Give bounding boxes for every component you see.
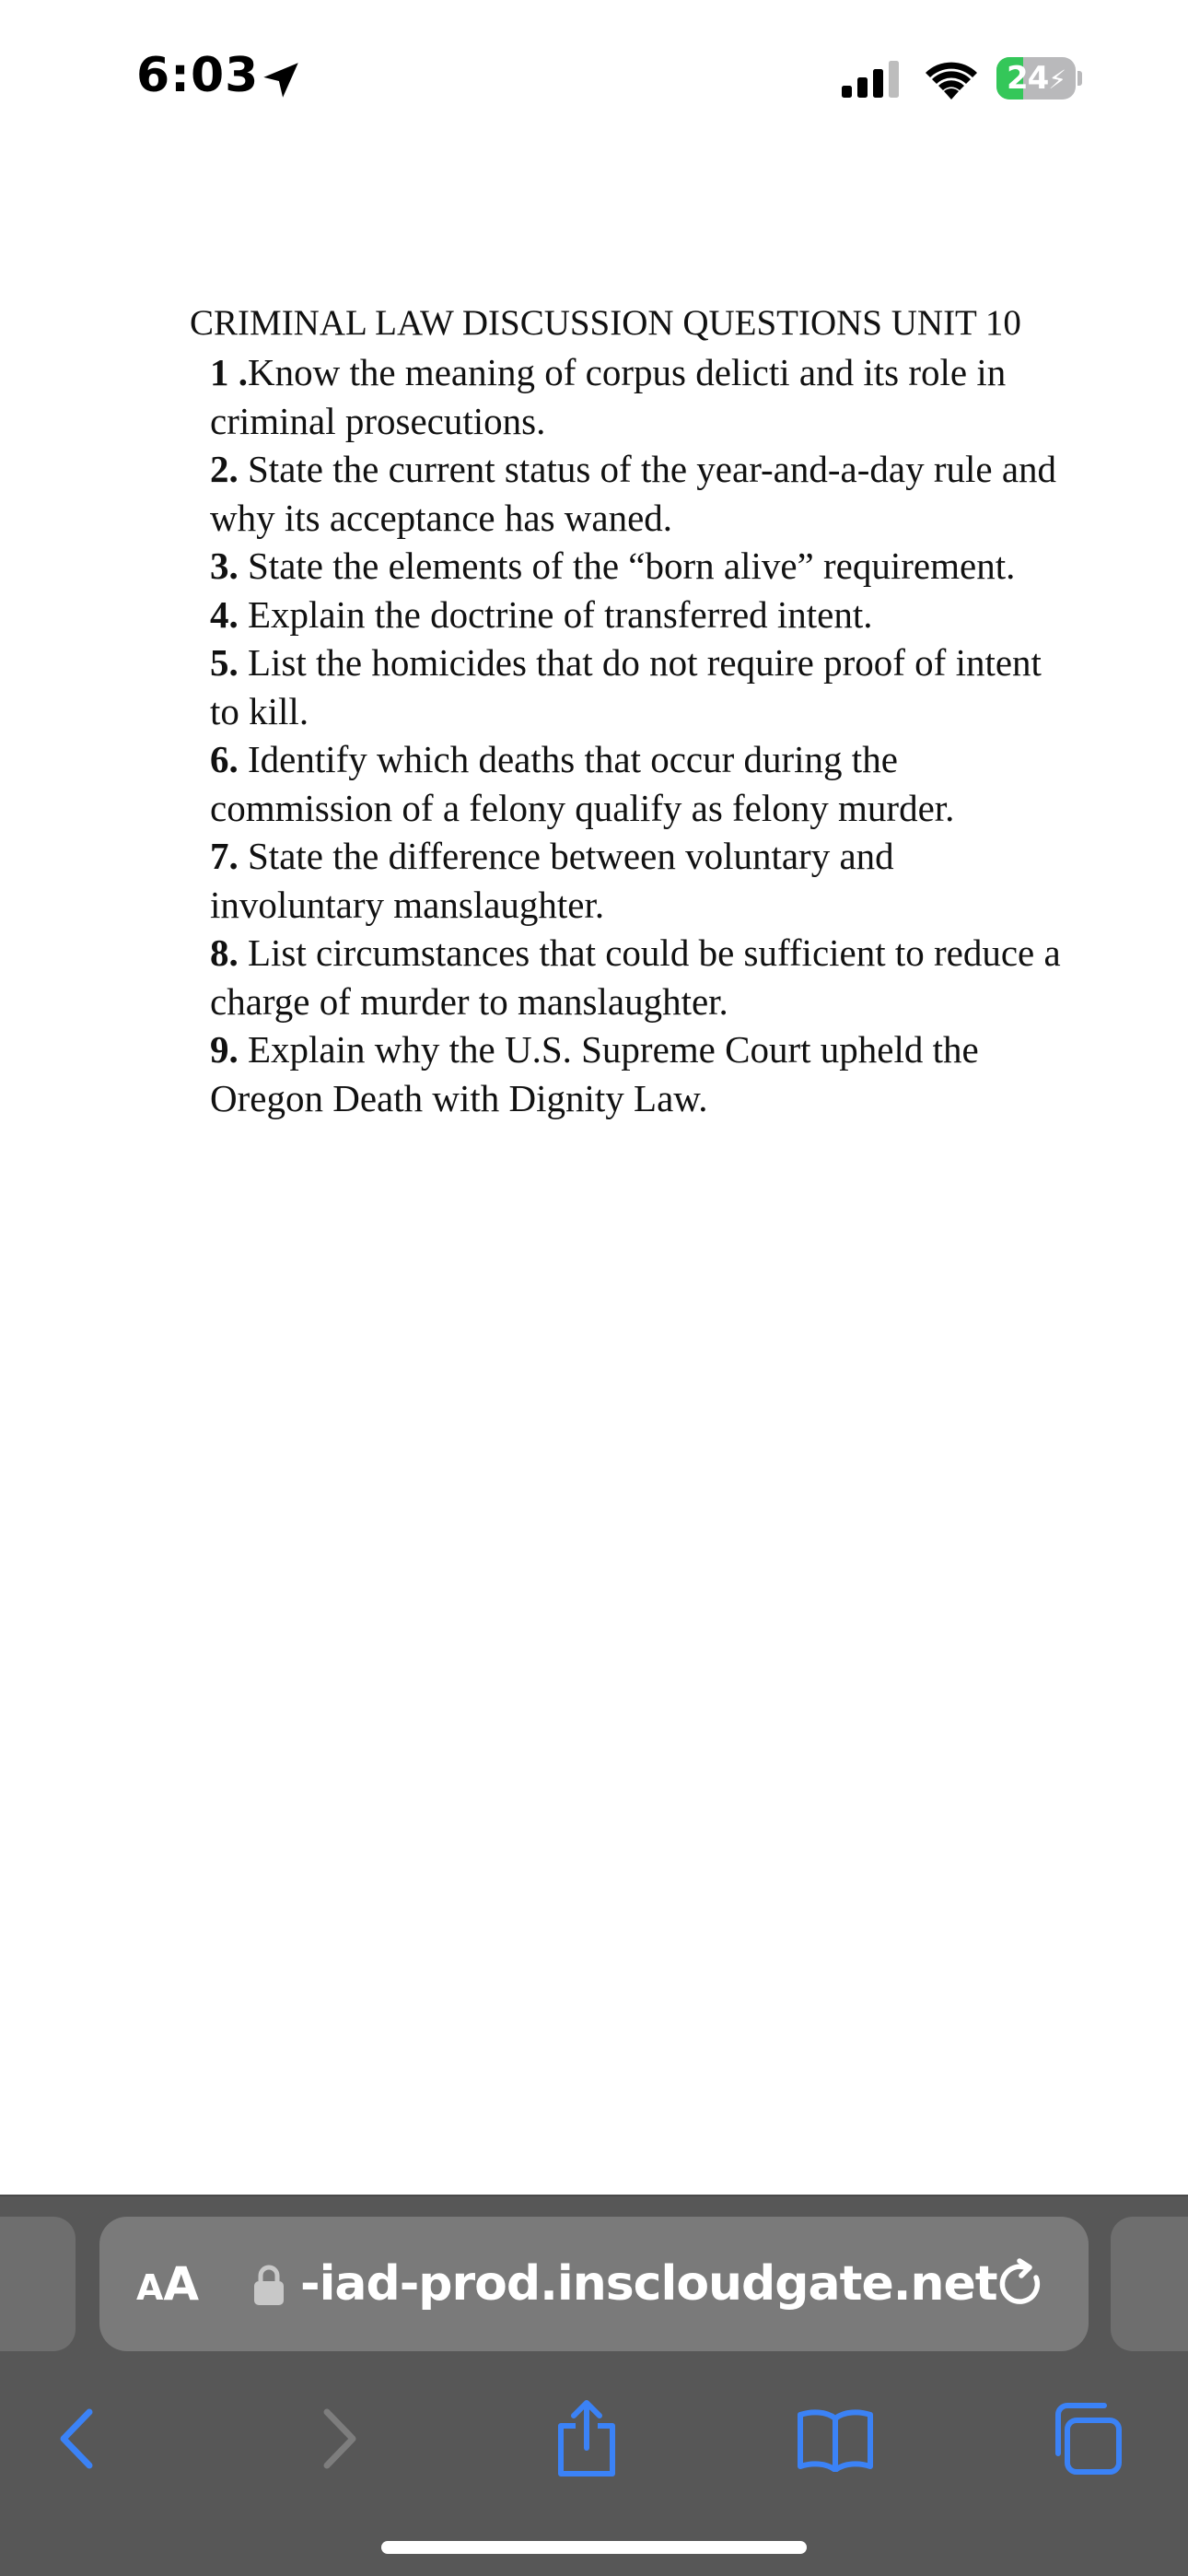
bookmarks-button[interactable] <box>794 2397 877 2480</box>
reader-options-button[interactable]: AA <box>136 2257 200 2311</box>
next-tab-preview[interactable] <box>1111 2217 1188 2351</box>
cellular-signal-icon <box>840 61 904 98</box>
question-text: Know the meaning of corpus delicti and its role in criminal prosecutions. <box>210 351 1007 442</box>
previous-tab-preview[interactable] <box>0 2217 76 2351</box>
question-text: Explain why the U.S. Supreme Court upheld the Oregon Death with Dignity Law. <box>210 1028 979 1119</box>
navigation-row <box>0 2379 1188 2499</box>
url-text[interactable]: -iad-prod.inscloudgate.net <box>300 2256 997 2312</box>
forward-arrow-icon <box>310 2406 366 2471</box>
share-button[interactable] <box>545 2397 628 2480</box>
question-item <box>210 591 1074 639</box>
reload-icon[interactable] <box>995 2257 1048 2311</box>
question-number: 2. <box>210 448 239 490</box>
wifi-icon <box>925 59 978 100</box>
location-arrow-icon <box>258 57 304 103</box>
question-text: List the homicides that do not require proof of intent to kill. <box>210 641 1042 732</box>
question-item <box>210 348 1074 445</box>
question-number: 7. <box>210 835 239 877</box>
question-text: Identify which deaths that occur during the commission of a felony qualify as felony murder. <box>210 738 955 829</box>
toolbar-divider <box>0 2195 1188 2196</box>
share-icon <box>552 2398 622 2479</box>
question-text: State the difference between voluntary and involuntary manslaughter. <box>210 835 894 926</box>
question-item <box>210 542 1074 591</box>
forward-button[interactable] <box>297 2397 379 2480</box>
question-number: 8. <box>210 931 239 974</box>
battery-body <box>996 57 1076 100</box>
battery-tip <box>1077 71 1082 86</box>
question-item <box>210 832 1074 929</box>
lock-icon <box>252 2265 285 2305</box>
question-number: 9. <box>210 1028 239 1071</box>
battery-charging-icon <box>996 57 1081 100</box>
tabs-button[interactable] <box>1044 2397 1127 2480</box>
home-indicator[interactable] <box>381 2541 807 2554</box>
document-content <box>190 299 1074 1122</box>
question-item <box>210 445 1074 542</box>
question-number: 1 . <box>210 351 248 393</box>
question-number: 5. <box>210 641 239 684</box>
browser-toolbar <box>0 2195 1188 2576</box>
question-text: State the elements of the “born alive” requirement. <box>238 544 1016 587</box>
battery-level: 24⚡ <box>1007 60 1066 97</box>
question-item <box>210 735 1074 832</box>
tabs-icon <box>1047 2400 1124 2477</box>
question-list <box>190 348 1074 1122</box>
back-button[interactable] <box>37 2397 120 2480</box>
question-item <box>210 638 1074 735</box>
status-bar <box>0 0 1188 157</box>
question-number: 4. <box>210 592 239 636</box>
clock-time: 6:03 <box>136 48 260 103</box>
back-arrow-icon <box>51 2406 106 2471</box>
address-bar[interactable] <box>99 2217 1089 2351</box>
question-item <box>210 1025 1074 1122</box>
question-text: Explain the doctrine of transferred intent. <box>238 592 873 636</box>
question-text: State the current status of the year-and-a-day rule and why its acceptance has waned. <box>210 448 1057 539</box>
document-title: CRIMINAL LAW DISCUSSION QUESTIONS UNIT 10 <box>190 303 1021 343</box>
question-number: 6. <box>210 738 239 780</box>
question-number: 3. <box>210 544 239 587</box>
question-item <box>210 929 1074 1025</box>
bookmarks-icon <box>795 2406 876 2472</box>
question-text: List circumstances that could be sufficient to reduce a charge of murder to manslaughter. <box>210 931 1061 1023</box>
